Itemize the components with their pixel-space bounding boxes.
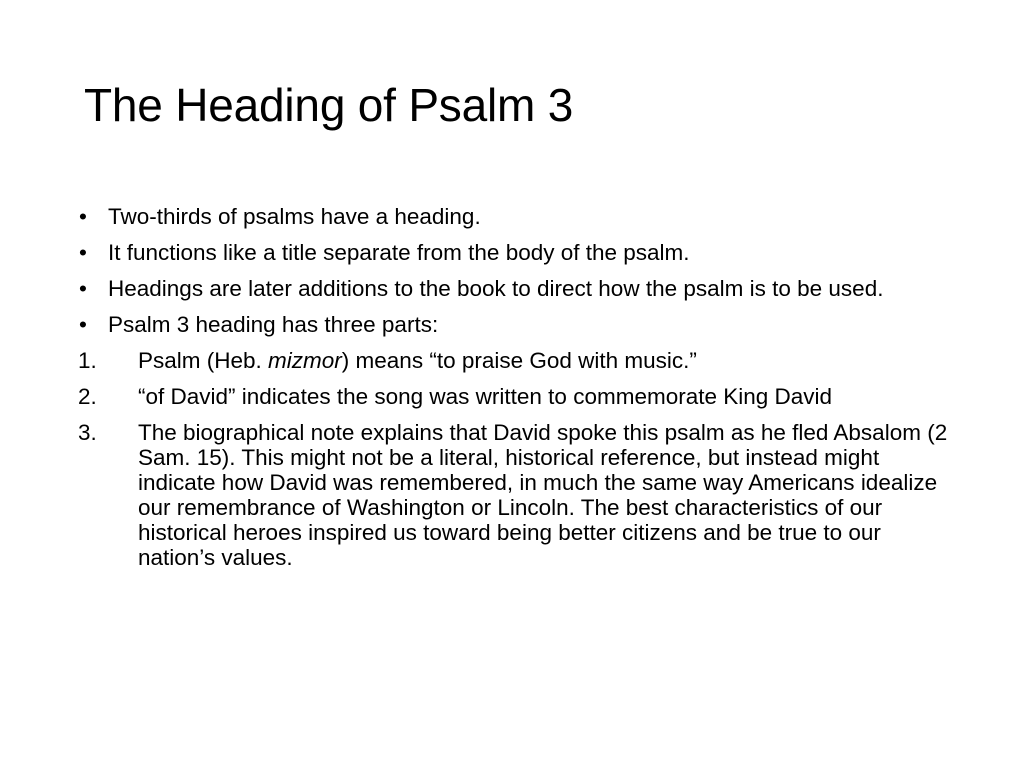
bullet-text: Psalm 3 heading has three parts: — [108, 312, 439, 337]
number-marker: 1. — [78, 348, 97, 373]
bullet-text: Two-thirds of psalms have a heading. — [108, 204, 481, 229]
slide-title: The Heading of Psalm 3 — [84, 79, 574, 131]
bullet-marker: • — [79, 276, 87, 301]
number-marker: 2. — [78, 384, 97, 409]
bullet-marker: • — [79, 204, 87, 229]
numbered-item — [78, 384, 958, 409]
bullet-item — [78, 276, 958, 301]
numbered-text-after: ) means “to praise God with music.” — [341, 348, 697, 373]
numbered-text: The biographical note explains that David spoke this psalm as he fled Absalom (2 Sam. 15). This might not be a literal, historical reference, but instead might indicate how David was remembered, in much the same way Americans idealize our remembrance of Washington or Lincoln. The best characteristics of our historical heroes inspired us toward being better citizens and be true to our nation’s values. — [138, 420, 948, 570]
bullet-marker: • — [79, 312, 87, 337]
bullet-item — [78, 204, 958, 229]
bullet-item — [78, 312, 958, 337]
bullet-text: It functions like a title separate from the body of the psalm. — [108, 240, 690, 265]
number-marker: 3. — [78, 420, 97, 445]
bullet-text: Headings are later additions to the book to direct how the psalm is to be used. — [108, 276, 884, 301]
hebrew-term: mizmor — [268, 348, 342, 373]
numbered-item — [78, 420, 958, 570]
bullet-marker: • — [79, 240, 87, 265]
numbered-item — [78, 348, 958, 373]
slide-body — [78, 204, 958, 581]
numbered-text: “of David” indicates the song was written to commemorate King David — [138, 384, 833, 409]
numbered-text — [138, 348, 697, 373]
numbered-text-before: Psalm (Heb. — [138, 348, 269, 373]
bullet-item — [78, 240, 958, 265]
